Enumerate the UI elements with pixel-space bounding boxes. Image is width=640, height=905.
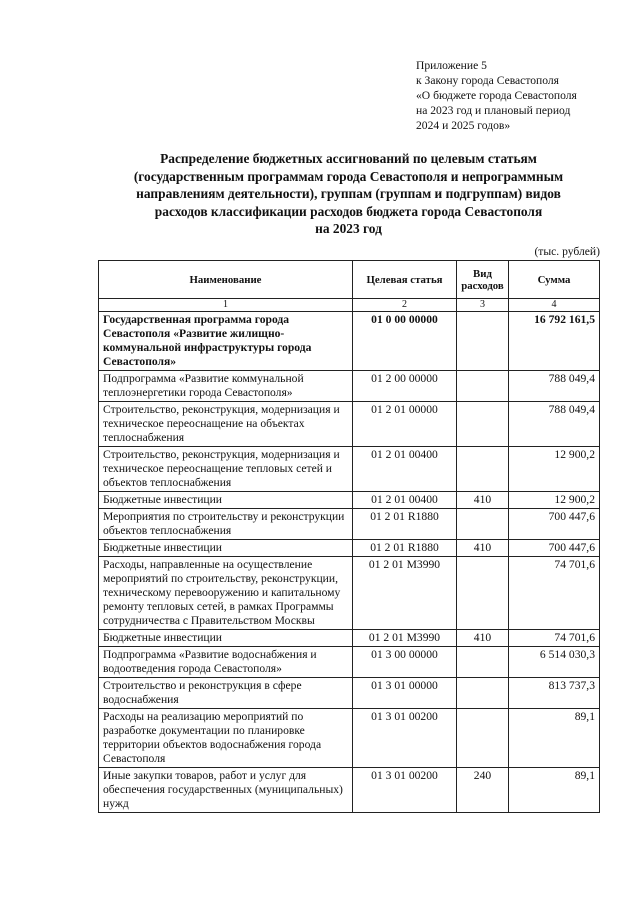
column-number-row xyxy=(99,299,600,312)
cell-expense-type: 410 xyxy=(457,492,509,509)
cell-expense-type xyxy=(457,509,509,540)
title-line: (государственным программам города Севастополя и непрограммным xyxy=(133,168,564,184)
cell-target-code: 01 2 00 00000 xyxy=(353,371,457,402)
appendix-line: 2024 и 2025 годов» xyxy=(416,119,511,132)
cell-name: Подпрограмма «Развитие коммунальной теплоэнергетики города Севастополя» xyxy=(99,371,353,402)
cell-expense-type xyxy=(457,402,509,447)
table-row xyxy=(99,540,600,557)
cell-target-code: 01 2 01 M3990 xyxy=(353,557,457,630)
appendix-line: к Закону города Севастополя xyxy=(416,74,560,87)
appendix-line: на 2023 год и плановый период xyxy=(416,104,571,117)
cell-expense-type xyxy=(457,678,509,709)
cell-amount: 6 514 030,3 xyxy=(509,647,600,678)
cell-target-code: 01 2 01 00400 xyxy=(353,492,457,509)
table-row xyxy=(99,557,600,630)
cell-expense-type xyxy=(457,647,509,678)
cell-name: Подпрограмма «Развитие водоснабжения и водоотведения города Севастополя» xyxy=(99,647,353,678)
cell-name: Мероприятия по строительству и реконструкции объектов теплоснабжения xyxy=(99,509,353,540)
cell-expense-type: 410 xyxy=(457,540,509,557)
cell-expense-type xyxy=(457,371,509,402)
table-body xyxy=(99,312,600,813)
units-label: (тыс. рублей) xyxy=(534,245,600,258)
cell-target-code: 01 2 01 M3990 xyxy=(353,630,457,647)
table-row xyxy=(99,678,600,709)
col-number: 2 xyxy=(353,299,457,312)
cell-target-code: 01 2 01 00400 xyxy=(353,447,457,492)
title-line: на 2023 год xyxy=(315,221,382,236)
cell-expense-type: 410 xyxy=(457,630,509,647)
col-number: 3 xyxy=(457,299,509,312)
table-row xyxy=(99,630,600,647)
appendix-header xyxy=(416,58,577,133)
cell-target-code: 01 2 01 R1880 xyxy=(353,509,457,540)
table-header-row xyxy=(99,261,600,299)
cell-amount: 788 049,4 xyxy=(509,402,600,447)
cell-name: Государственная программа города Севастополя «Развитие жилищно-коммунальной инфраструктуры города Севастополя» xyxy=(99,312,353,371)
cell-expense-type xyxy=(457,557,509,630)
cell-amount: 89,1 xyxy=(509,768,600,813)
table-row xyxy=(99,312,600,371)
col-number: 1 xyxy=(99,299,353,312)
cell-name: Строительство, реконструкция, модернизация и техническое переоснащение на объектах теплоснабжения xyxy=(99,402,353,447)
cell-expense-type xyxy=(457,312,509,371)
cell-amount: 700 447,6 xyxy=(509,509,600,540)
table-row xyxy=(99,509,600,540)
table-row xyxy=(99,647,600,678)
cell-expense-type: 240 xyxy=(457,768,509,813)
cell-name: Строительство, реконструкция, модернизация и техническое переоснащение тепловых сетей и объектов теплоснабжения xyxy=(99,447,353,492)
cell-amount: 813 737,3 xyxy=(509,678,600,709)
cell-amount: 12 900,2 xyxy=(509,492,600,509)
cell-name: Строительство и реконструкция в сфере водоснабжения xyxy=(99,678,353,709)
cell-amount: 788 049,4 xyxy=(509,371,600,402)
appendix-line: Приложение 5 xyxy=(416,59,487,72)
table-row xyxy=(99,768,600,813)
title-line: Распределение бюджетных ассигнований по целевым статьям xyxy=(160,151,537,166)
cell-expense-type xyxy=(457,709,509,768)
cell-name: Бюджетные инвестиции xyxy=(99,492,353,509)
cell-name: Иные закупки товаров, работ и услуг для обеспечения государственных (муниципальных) нужд xyxy=(99,768,353,813)
header-kind: Вид расходов xyxy=(457,261,509,299)
document-title xyxy=(96,150,601,238)
cell-amount: 89,1 xyxy=(509,709,600,768)
cell-target-code: 01 3 01 00000 xyxy=(353,678,457,709)
cell-amount: 700 447,6 xyxy=(509,540,600,557)
table-row xyxy=(99,371,600,402)
table-row xyxy=(99,447,600,492)
budget-table xyxy=(98,260,600,813)
cell-amount: 12 900,2 xyxy=(509,447,600,492)
cell-name: Расходы, направленные на осуществление мероприятий по строительству, реконструкции, техническому перевооружению и капитальному ремонту тепловых сетей, в рамках Программы сотрудничества с Правительством Москвы xyxy=(99,557,353,630)
cell-name: Расходы на реализацию мероприятий по разработке документации по планировке территории объектов водоснабжения города Севастополя xyxy=(99,709,353,768)
appendix-line: «О бюджете города Севастополя xyxy=(416,89,577,102)
cell-target-code: 01 3 01 00200 xyxy=(353,709,457,768)
title-line: расходов классификации расходов бюджета города Севастополя xyxy=(154,203,543,219)
header-sum: Сумма xyxy=(509,261,600,299)
table-row xyxy=(99,492,600,509)
table-row xyxy=(99,402,600,447)
header-code: Целевая статья xyxy=(353,261,457,299)
header-name: Наименование xyxy=(99,261,353,299)
cell-amount: 16 792 161,5 xyxy=(509,312,600,371)
col-number: 4 xyxy=(509,299,600,312)
cell-amount: 74 701,6 xyxy=(509,557,600,630)
cell-expense-type xyxy=(457,447,509,492)
cell-target-code: 01 0 00 00000 xyxy=(353,312,457,371)
cell-target-code: 01 3 00 00000 xyxy=(353,647,457,678)
cell-amount: 74 701,6 xyxy=(509,630,600,647)
cell-name: Бюджетные инвестиции xyxy=(99,630,353,647)
cell-target-code: 01 2 01 R1880 xyxy=(353,540,457,557)
cell-target-code: 01 3 01 00200 xyxy=(353,768,457,813)
title-line: направлениям деятельности), группам (группам и подгруппам) видов xyxy=(136,186,561,201)
cell-target-code: 01 2 01 00000 xyxy=(353,402,457,447)
table-row xyxy=(99,709,600,768)
cell-name: Бюджетные инвестиции xyxy=(99,540,353,557)
